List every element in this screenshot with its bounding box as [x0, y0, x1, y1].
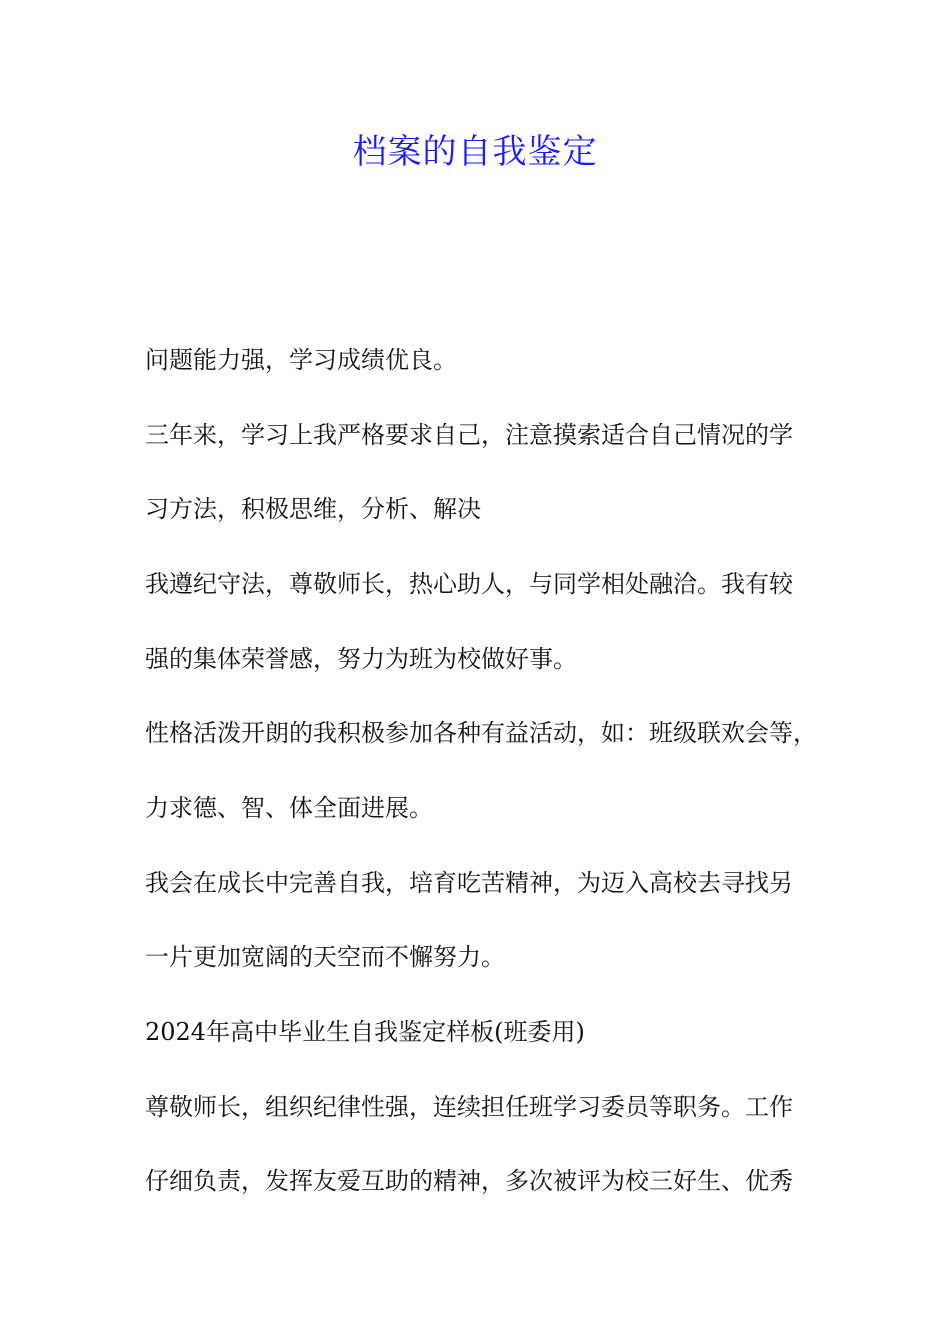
body-line-1: 问题能力强，学习成绩优良。 — [145, 346, 457, 374]
body-line-5: 强的集体荣誉感，努力为班为校做好事。 — [145, 645, 577, 673]
body-line-8: 我会在成长中完善自我，培育吃苦精神，为迈入高校去寻找另 — [145, 869, 793, 897]
body-line-6: 性格活泼开朗的我积极参加各种有益活动，如：班级联欢会等， — [145, 719, 817, 747]
document-title: 档案的自我鉴定 — [352, 132, 598, 172]
body-line-10: 2024年高中毕业生自我鉴定样板(班委用) — [145, 1018, 585, 1046]
body-line-2: 三年来，学习上我严格要求自己，注意摸索适合自己情况的学 — [145, 421, 793, 449]
body-line-12: 仔细负责，发挥友爱互助的精神，多次被评为校三好生、优秀 — [145, 1167, 793, 1195]
body-line-9: 一片更加宽阔的天空而不懈努力。 — [145, 943, 505, 971]
body-line-11: 尊敬师长，组织纪律性强，连续担任班学习委员等职务。工作 — [145, 1093, 793, 1121]
body-line-7: 力求德、智、体全面进展。 — [145, 794, 433, 822]
body-line-3: 习方法，积极思维，分析、解决 — [145, 495, 481, 523]
body-line-4: 我遵纪守法，尊敬师长，热心助人，与同学相处融洽。我有较 — [145, 570, 793, 598]
